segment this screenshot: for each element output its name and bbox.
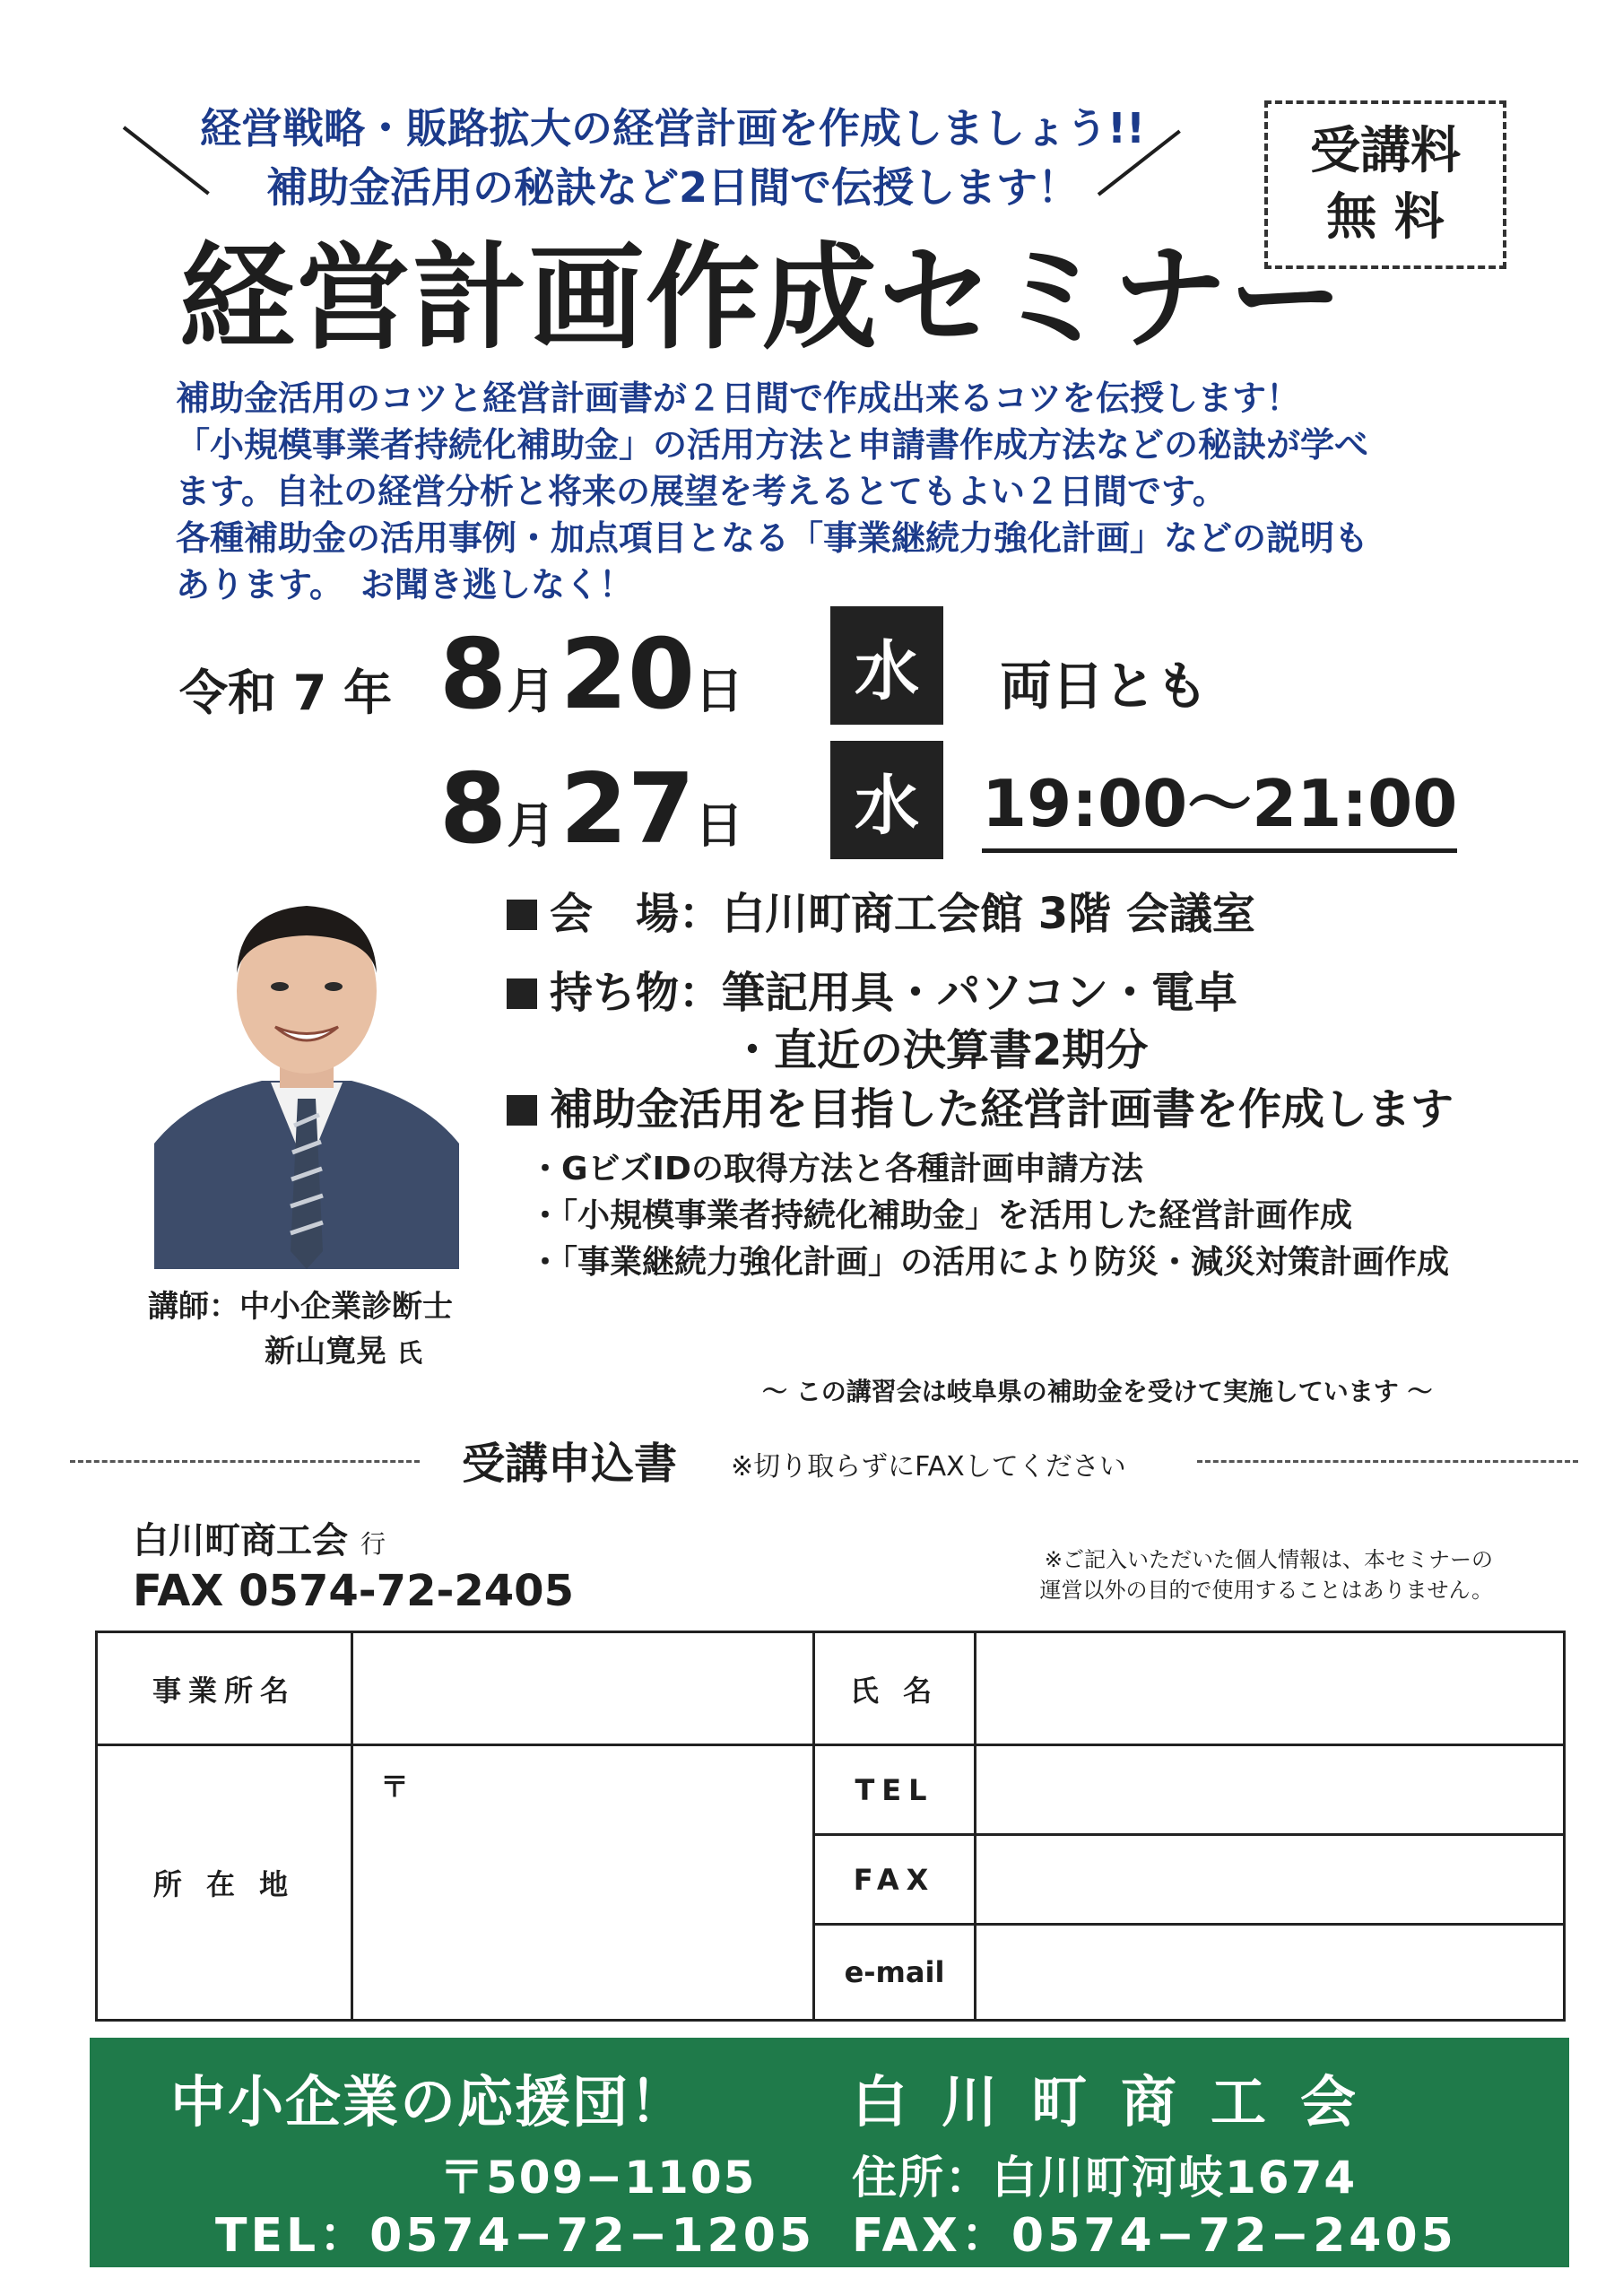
page-title: 経営計画作成セミナー: [179, 231, 1346, 365]
venue-label: 会 場：: [550, 889, 723, 939]
lecturer-suffix: 氏: [396, 1338, 422, 1368]
description-line: 補助金活用のコツと経営計画書が２日間で作成出来るコツを伝授します！: [176, 378, 1301, 418]
lecturer-name-line: [148, 1329, 453, 1376]
description-line: あります。 お聞き逃しなく！: [176, 565, 633, 604]
items-line: [507, 958, 1237, 1020]
lecturer-info: [148, 1284, 453, 1376]
subsidy-note: ～ この講習会は岐阜県の補助金を受けて実施しています ～: [762, 1377, 1433, 1406]
list-item: ・GビズIDの取得方法と各種計画申請方法: [529, 1151, 1143, 1187]
goal-bullets: [529, 1146, 1449, 1286]
footer-fax: FAX：0574−72−2405: [852, 2209, 1457, 2263]
catch-line-1: 経営戦略・販路拡大の経営計画を作成しましょう!!: [200, 104, 1145, 152]
items-line-2: ・直近の決算書2期分: [731, 1025, 1149, 1075]
cut-line-right: [1197, 1460, 1578, 1463]
month-unit: 月: [507, 797, 556, 854]
form-recipient: [133, 1512, 386, 1563]
business-name-field[interactable]: [353, 1633, 815, 1746]
items-label: 持ち物：: [550, 968, 723, 1018]
time-range: 19:00～21:00: [982, 752, 1457, 853]
venue-line: [507, 879, 1255, 941]
footer-slogan: 中小企業の応援団！: [170, 2069, 688, 2135]
square-bullet-icon: [507, 978, 537, 1009]
date-2-day: 27: [560, 753, 696, 865]
square-bullet-icon: [507, 900, 537, 930]
lecturer-label: 講師：中小企業診断士: [148, 1289, 453, 1325]
cut-line-left: [70, 1460, 420, 1463]
date-2-weekday: 水: [830, 741, 943, 859]
label-address: 所 在 地: [98, 1746, 353, 2019]
date-2-month: 8: [439, 753, 508, 865]
fee-line-1: 受講料: [1310, 122, 1461, 180]
lecturer-name: 新山寛晃: [265, 1334, 386, 1370]
privacy-note: [1004, 1544, 1493, 1605]
list-item: ・「小規模事業者持続化補助金」を活用した経営計画作成: [529, 1197, 1353, 1234]
date-2: [439, 753, 743, 865]
recipient-fax: FAX 0574-72-2405: [133, 1566, 574, 1616]
form-note: ※切り取らずにFAXしてください: [731, 1451, 1126, 1483]
description-line: 各種補助金の活用事例・加点項目となる「事業継続力強化計画」などの説明も: [176, 518, 1369, 558]
catch-copy: [126, 99, 1219, 217]
goal-text: 補助金活用を目指した経営計画書を作成します: [550, 1084, 1454, 1135]
description: [176, 375, 1503, 608]
day-unit: 日: [695, 663, 744, 719]
fee-line-2: 無 料: [1326, 188, 1445, 247]
both-days-label: 両日とも: [1000, 656, 1209, 717]
footer-tel: TEL：0574−72−1205: [215, 2209, 816, 2263]
list-item: ・「事業継続力強化計画」の活用により防災・減災対策計画作成: [529, 1244, 1450, 1281]
description-line: 「小規模事業者持続化補助金」の活用方法と申請書作成方法などの秘訣が学べ: [176, 425, 1369, 465]
fax-field[interactable]: [976, 1836, 1563, 1926]
name-field[interactable]: [976, 1633, 1563, 1746]
application-form-table: [95, 1631, 1566, 2022]
address-field[interactable]: [353, 1746, 815, 2019]
privacy-line-2: 運営以外の目的で使用することはありません。: [1039, 1578, 1493, 1603]
recipient-name: 白川町商工会: [133, 1520, 348, 1561]
tel-field[interactable]: [976, 1746, 1563, 1836]
label-name: 氏 名: [815, 1633, 976, 1746]
date-1-day: 20: [560, 619, 696, 731]
day-unit: 日: [695, 797, 744, 854]
footer-postal: 〒509−1105: [439, 2152, 757, 2204]
month-unit: 月: [507, 663, 556, 719]
email-field[interactable]: [976, 1926, 1563, 2019]
privacy-line-1: ※ご記入いただいた個人情報は、本セミナーの: [1044, 1547, 1493, 1572]
postal-mark: 〒: [380, 1770, 410, 1804]
footer-org: 白川町商工会: [852, 2069, 1391, 2135]
date-1-month: 8: [439, 619, 508, 731]
goal-line: [507, 1074, 1454, 1136]
catch-line-2: 補助金活用の秘訣など2日間で伝授します！: [265, 163, 1079, 212]
footer-banner: [90, 2038, 1569, 2267]
era-year: 令和 7 年: [179, 665, 393, 721]
recipient-suffix: 行: [360, 1529, 386, 1559]
label-email: e-mail: [815, 1926, 976, 2019]
form-title: 受講申込書: [462, 1439, 678, 1489]
date-1-weekday: 水: [830, 606, 943, 725]
description-line: ます。自社の経営分析と将来の展望を考えるとてもよい２日間です。: [176, 472, 1227, 511]
label-fax: FAX: [815, 1836, 976, 1926]
lecturer-portrait-icon: [154, 874, 459, 1269]
items-value: 筆記用具・パソコン・電卓: [722, 968, 1238, 1018]
label-business-name: 事業所名: [98, 1633, 353, 1746]
footer-address: 住所：白川町河岐1674: [852, 2152, 1358, 2204]
square-bullet-icon: [507, 1095, 537, 1126]
label-tel: TEL: [815, 1746, 976, 1836]
date-1: [439, 619, 743, 731]
venue-value: 白川町商工会館 3階 会議室: [722, 889, 1255, 939]
lecturer-photo: [154, 874, 459, 1269]
